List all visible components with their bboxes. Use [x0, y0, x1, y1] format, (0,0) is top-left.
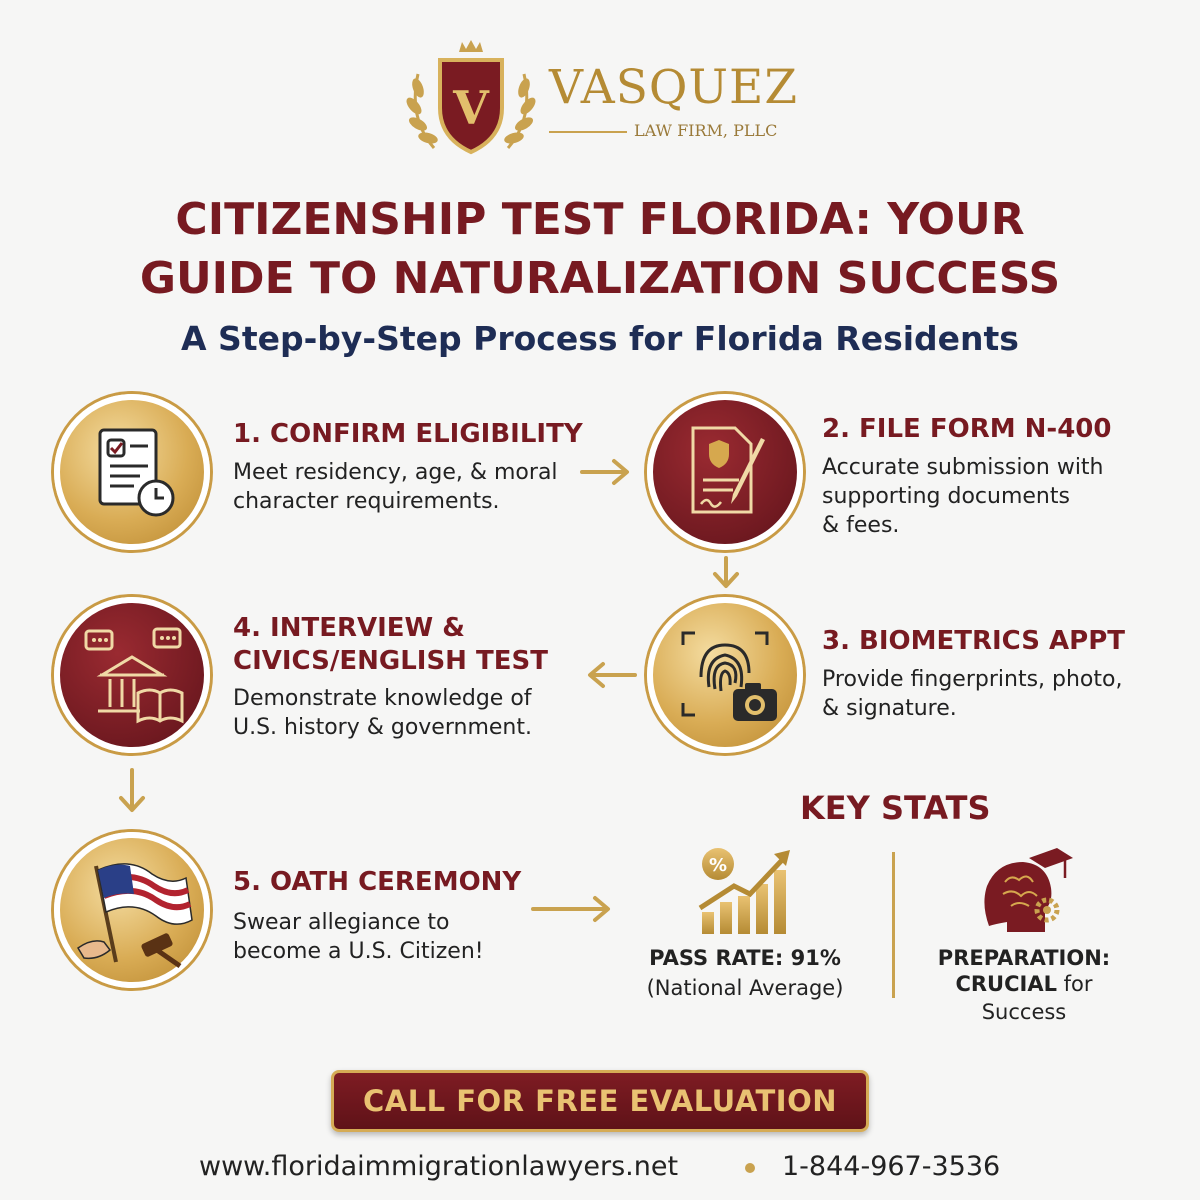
step4-badge — [54, 597, 210, 753]
free-evaluation-button[interactable]: CALL FOR FREE EVALUATION — [331, 1070, 869, 1132]
step2-desc-line3: & fees. — [822, 513, 900, 538]
page-title-line1: CITIZENSHIP TEST FLORIDA: YOUR — [175, 194, 1025, 245]
flag-gavel-icon — [60, 838, 204, 982]
step5-badge — [54, 832, 210, 988]
page-title-line2: GUIDE TO NATURALIZATION SUCCESS — [139, 253, 1061, 304]
step3-title: 3. BIOMETRICS APPT — [822, 626, 1125, 656]
step2-badge — [647, 394, 803, 550]
laurel-crest-icon — [404, 38, 538, 162]
brand-subtitle: LAW FIRM, PLLC — [634, 121, 778, 140]
arrow-right-icon — [580, 458, 632, 486]
step4-desc-line1: Demonstrate knowledge of — [233, 686, 532, 711]
step3-desc-line2: & signature. — [822, 696, 957, 721]
growth-chart-icon — [694, 846, 798, 938]
step1-desc-line2: character requirements. — [233, 489, 500, 514]
logo — [404, 38, 538, 162]
brand-name: VASQUEZ — [549, 60, 798, 115]
step4-title-line2: CIVICS/ENGLISH TEST — [233, 646, 548, 676]
step2-desc-line2: supporting documents — [822, 484, 1070, 509]
svg-text:%: % — [708, 855, 728, 876]
step4-desc-line2: U.S. history & government. — [233, 715, 532, 740]
arrow-down-icon — [712, 556, 740, 590]
preparation-tail: Success — [981, 1000, 1067, 1024]
courthouse-book-icon — [60, 603, 204, 747]
step5-desc-line2: become a U.S. Citizen! — [233, 939, 484, 964]
step3-desc-line1: Provide fingerprints, photo, — [822, 667, 1123, 692]
brand-rule — [549, 131, 627, 133]
pass-rate-note: (National Average) — [646, 976, 844, 1000]
step5-title: 5. OATH CEREMONY — [233, 867, 522, 897]
step4-title-line1: 4. INTERVIEW & — [233, 613, 465, 643]
preparation-strong: CRUCIAL — [955, 972, 1057, 996]
step1-badge — [54, 394, 210, 550]
step1-title: 1. CONFIRM ELIGIBILITY — [233, 419, 583, 449]
checklist-clock-icon — [60, 400, 204, 544]
fingerprint-camera-icon — [653, 603, 797, 747]
page-subtitle: A Step-by-Step Process for Florida Residents — [181, 319, 1019, 358]
arrow-right-icon-2 — [531, 895, 613, 923]
form-pen-icon — [653, 400, 797, 544]
arrow-left-icon — [585, 661, 637, 689]
step2-desc-line1: Accurate submission with — [822, 455, 1104, 480]
arrow-down-icon-2 — [118, 768, 146, 814]
preparation-label: PREPARATION: — [937, 946, 1111, 970]
brain-graduation-icon — [977, 848, 1073, 938]
step3-badge — [647, 597, 803, 753]
logo-letter: V — [453, 81, 489, 135]
step5-desc-line1: Swear allegiance to — [233, 910, 450, 935]
step2-title: 2. FILE FORM N-400 — [822, 414, 1112, 444]
phone-link[interactable]: 1-844-967-3536 — [782, 1151, 1001, 1182]
pass-rate-label: PASS RATE: 91% — [649, 946, 841, 970]
preparation-for: for — [1056, 972, 1093, 996]
preparation-detail — [914, 972, 1134, 996]
step1-desc-line1: Meet residency, age, & moral — [233, 460, 558, 485]
stats-divider — [892, 852, 895, 998]
website-link[interactable]: www.floridaimmigrationlawyers.net — [199, 1151, 679, 1182]
footer-separator-dot — [745, 1163, 755, 1173]
stats-heading: KEY STATS — [800, 789, 991, 827]
